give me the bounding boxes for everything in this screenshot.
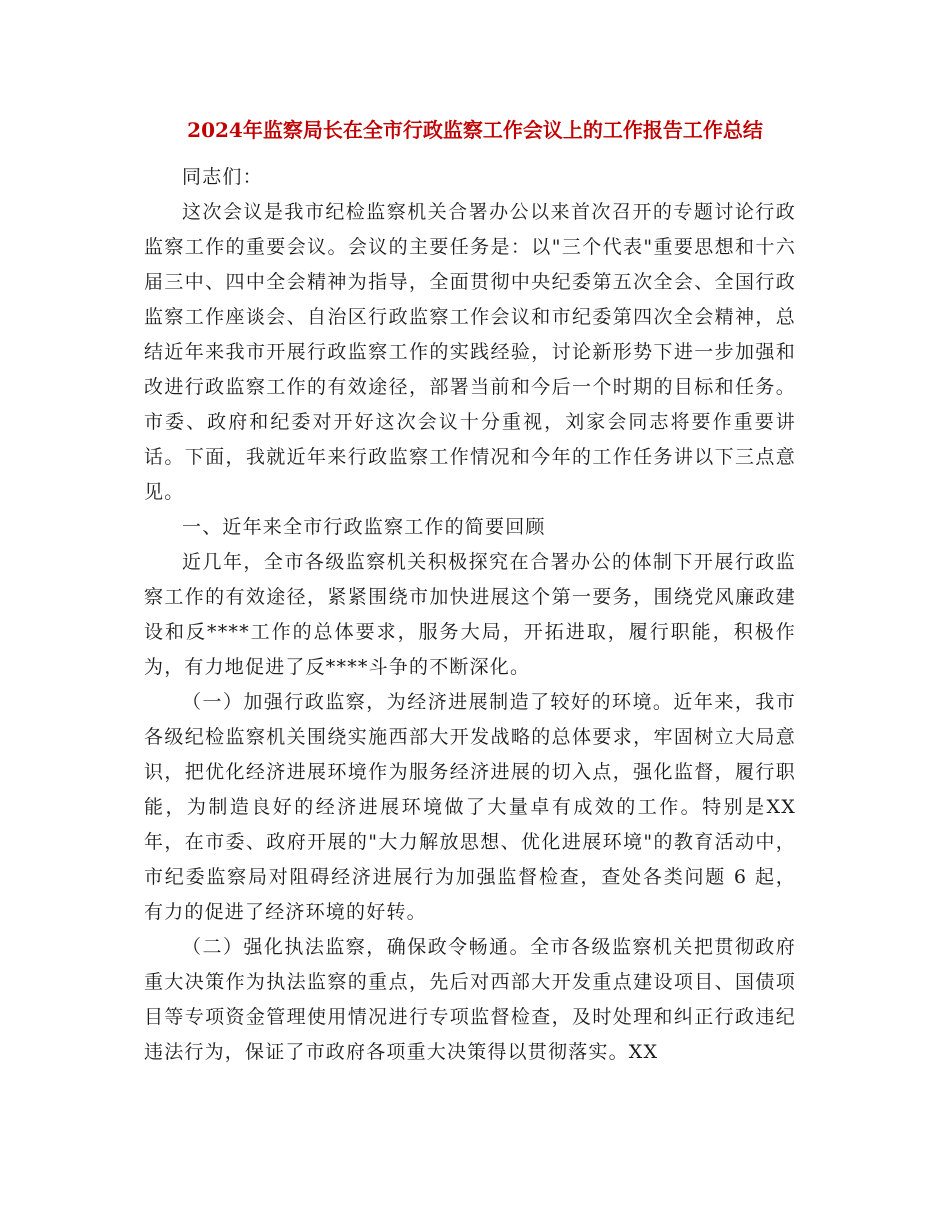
paragraph-review: 近几年，全市各级监察机关积极探究在合署办公的体制下开展行政监察工作的有效途径，紧紧围绕市加快进展这个第一要务，围绕党风廉政建设和反****工作的总体要求，服务大局，开拓进取，履行职能，积极作为，有力地促进了反****斗争的不断深化。 xyxy=(144,551,796,678)
document-body xyxy=(144,160,796,1070)
paragraph-intro: 这次会议是我市纪检监察机关合署办公以来首次召开的专题讨论行政监察工作的重要会议。会议的主要任务是：以"三个代表"重要思想和十六届三中、四中全会精神为指导，全面贯彻中央纪委第五次全会、全国行政监察工作座谈会、自治区行政监察工作会议和市纪委第四次全会精神，总结近年来我市开展行政监察工作的实践经验，讨论新形势下进一步加强和改进行政监察工作的有效途径，部署当前和今后一个时期的目标和任务。市委、政府和纪委对开好这次会议十分重视，刘家会同志将要作重要讲话。下面，我就近年来行政监察工作情况和今年的工作任务讲以下三点意见。 xyxy=(144,201,796,503)
salutation: 同志们： xyxy=(182,166,263,188)
section-heading-1: 一、近年来全市行政监察工作的简要回顾 xyxy=(182,516,546,538)
paragraph-item-2: （二）强化执法监察，确保政令畅通。全市各级监察机关把贯彻政府重大决策作为执法监察的重点，先后对西部大开发重点建设项目、国债项目等专项资金管理使用情况进行专项监督检查，及时处理和纠正行政违纪违法行为，保证了市政府各项重大决策得以贯彻落实。XX xyxy=(144,936,796,1063)
document-title: 2024年监察局长在全市行政监察工作会议上的工作报告工作总结 xyxy=(187,118,763,142)
paragraph-item-1: （一）加强行政监察，为经济进展制造了较好的环境。近年来，我市各级纪检监察机关围绕实施西部大开发战略的总体要求，牢固树立大局意识，把优化经济进展环境作为服务经济进展的切入点，强化监督，履行职能，为制造良好的经济进展环境做了大量卓有成效的工作。特别是XX年，在市委、政府开展的"大力解放思想、优化进展环境"的教育活动中，市纪委监察局对阻碍经济进展行为加强监督检查，查处各类问题 6 起，有力的促进了经济环境的好转。 xyxy=(144,691,796,923)
